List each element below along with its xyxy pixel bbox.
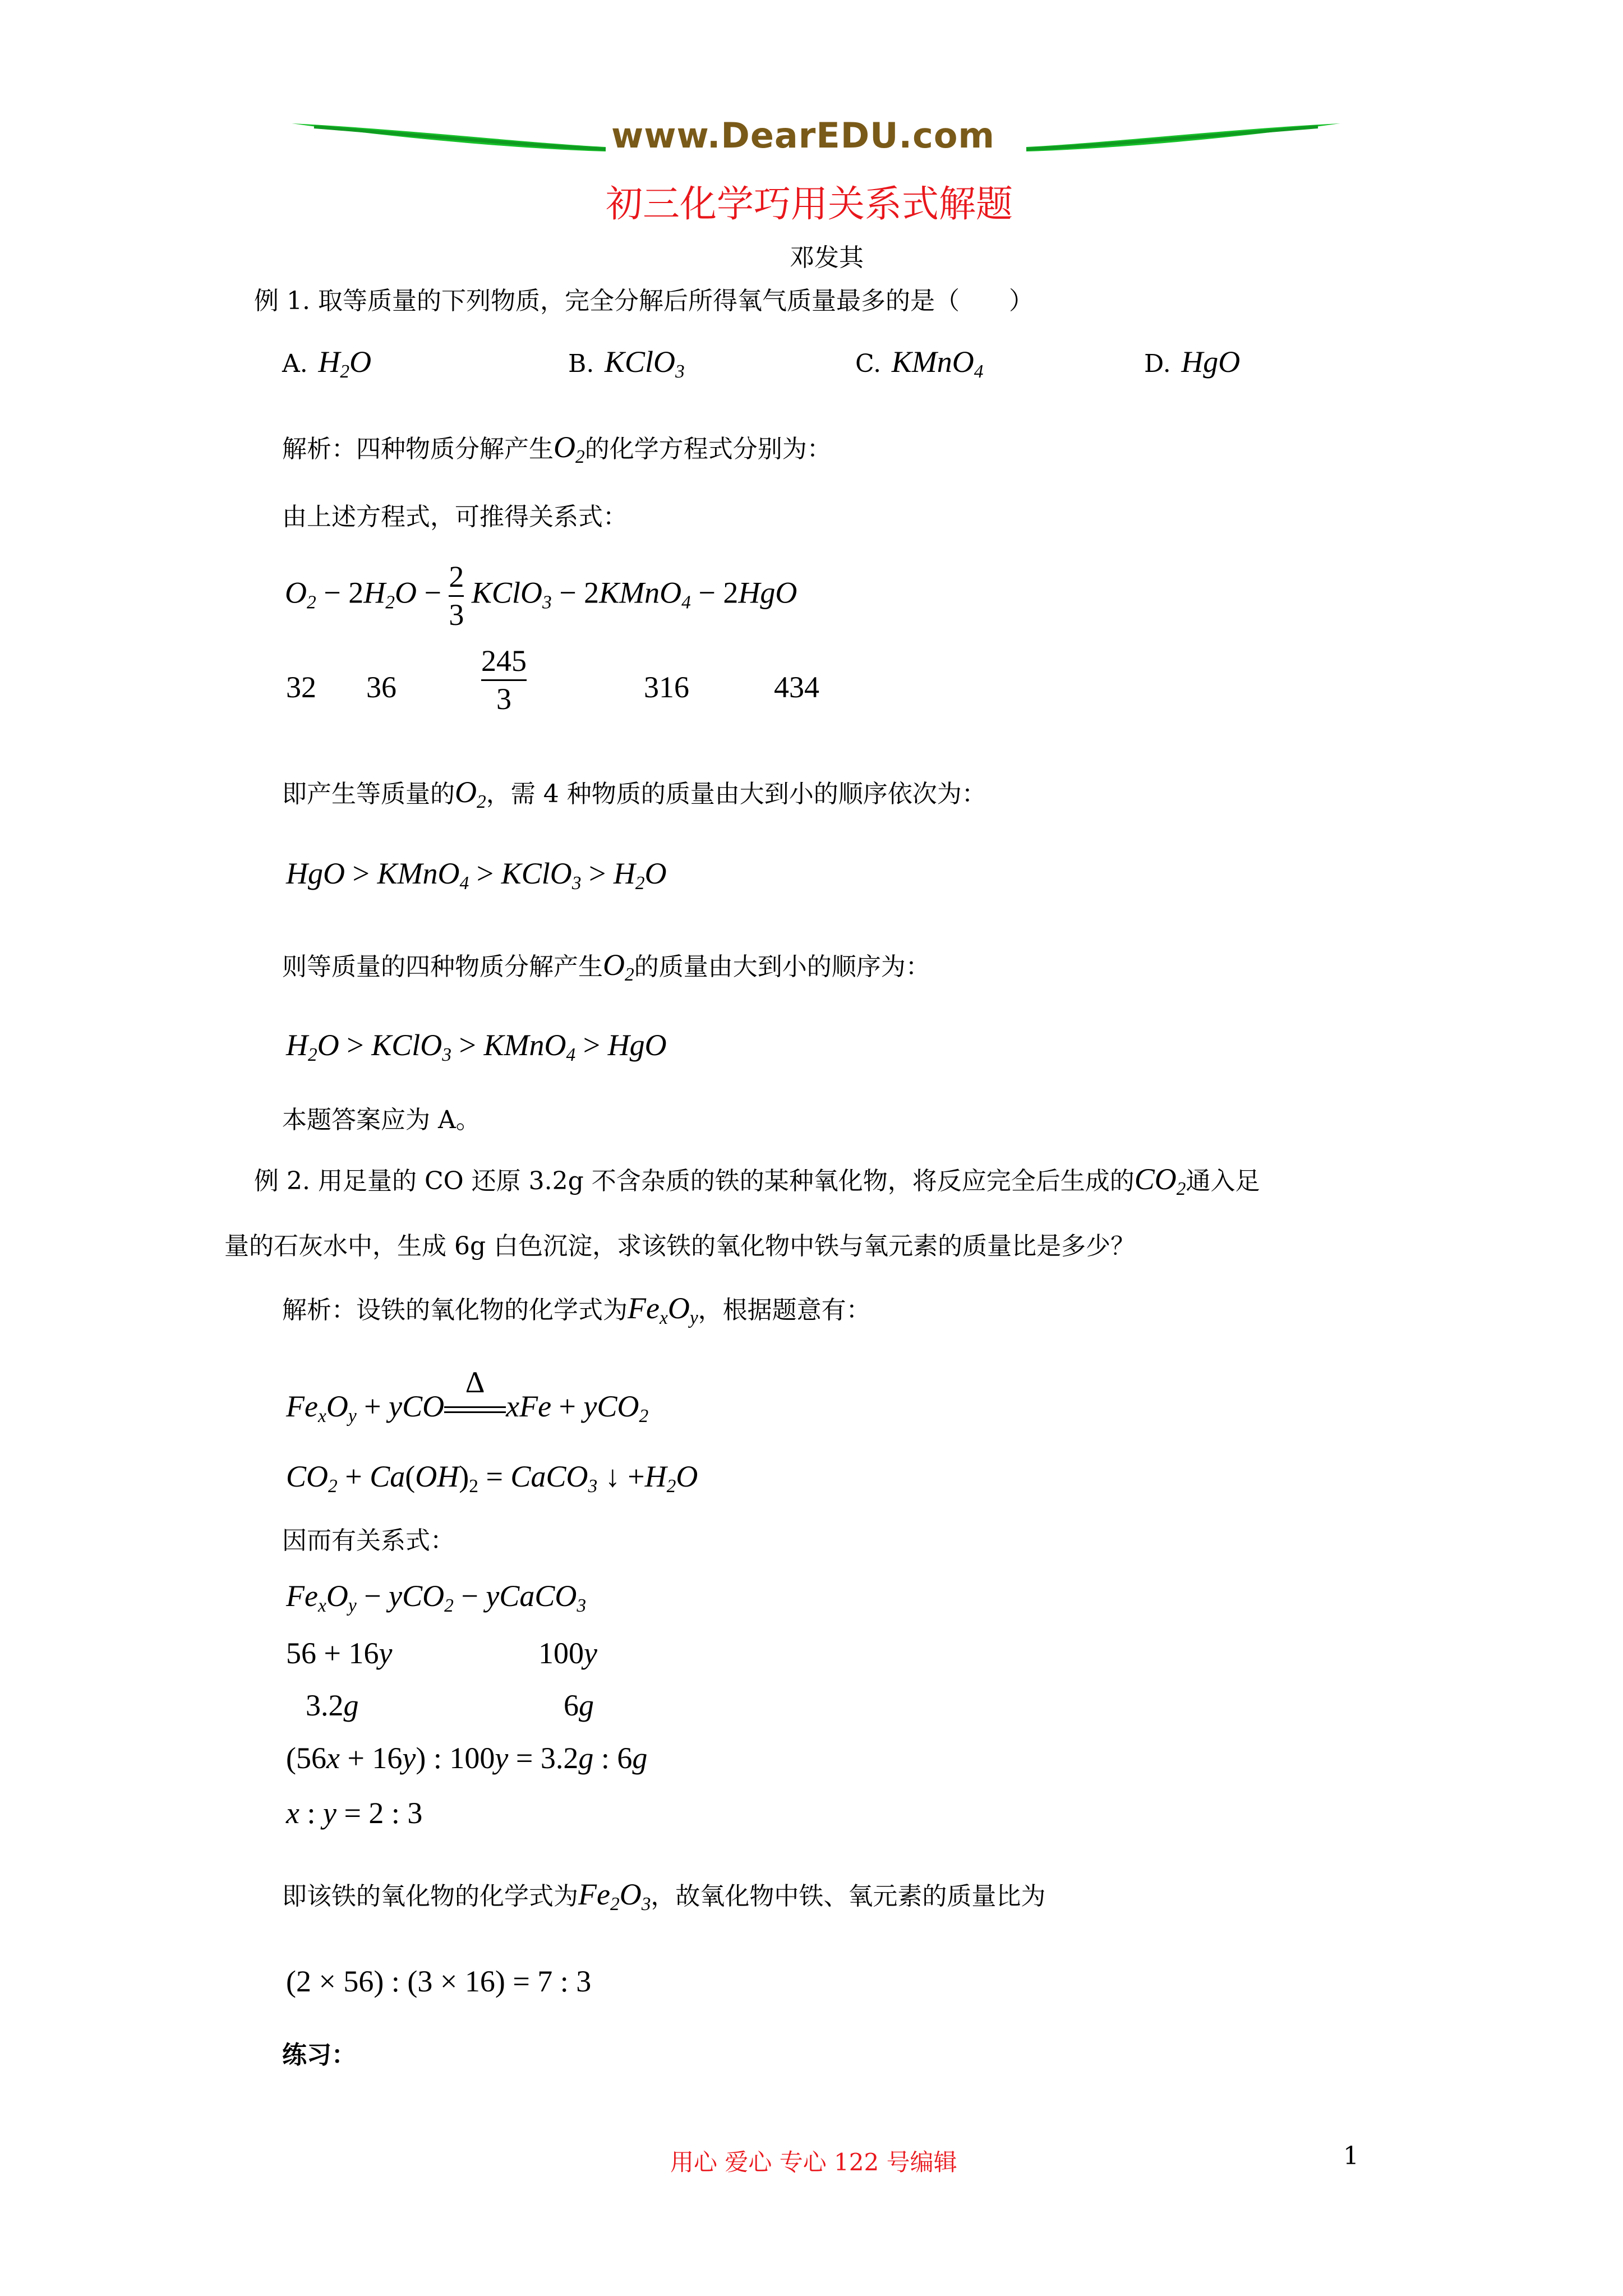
formula-fe2o3: $Fe_2O_3$	[578, 1878, 651, 1915]
ex2-hence: 因而有关系式：	[282, 1526, 455, 1555]
formula-o2: $O_2$	[603, 948, 634, 986]
reaction-reduction: $Fe_xO_y$ + yCO Δ xFe + yCO$_2$	[286, 1365, 649, 1427]
ex2-conclusion-b: ，故氧化物中铁、氧元素的质量比为	[651, 1882, 1046, 1911]
rel-mass-caco3: 100y	[538, 1636, 597, 1670]
formula-co2: $CO_2$	[1134, 1162, 1186, 1200]
given-mass-oxide: 3.2g	[306, 1688, 359, 1722]
ex2-conclusion	[282, 1879, 1045, 1914]
option-c-label: C.	[855, 349, 882, 378]
need-text-a: 即产生等质量的	[282, 780, 455, 808]
option-a-label: A.	[282, 349, 308, 378]
formula-hgo: HgO	[1173, 345, 1241, 379]
formula-kclo3: KClO$_3$	[597, 345, 685, 383]
mass-36: 36	[366, 670, 396, 704]
author: 邓发其	[790, 243, 864, 272]
order-by-need: HgO > KMnO$_4$ > KClO$_3$ > $H_2O$	[286, 857, 667, 894]
ex1-analysis-text: 解析：四种物质分解产生	[282, 435, 554, 463]
option-a	[282, 347, 371, 381]
ex2-question-line2: 量的石灰水中，生成 6g 白色沉淀，求该铁的氧化物中铁与氧元素的质量比是多少？	[224, 1232, 1136, 1260]
order-by-yield: $H_2O$ > KClO$_3$ > KMnO$_4$ > HgO	[286, 1028, 667, 1066]
ex1-derive: 由上述方程式，可推得关系式：	[282, 503, 628, 531]
final-mass-ratio: (2 × 56) : (3 × 16) = 7 : 3	[286, 1964, 592, 1998]
footer-credit: 用心 爱心 专心 122 号编辑	[670, 2148, 957, 2176]
ex2-question-line1	[254, 1164, 1260, 1199]
ex1-question: 例 1. 取等质量的下列物质，完全分解后所得氧气质量最多的是（ ）	[254, 287, 1034, 315]
option-b-label: B.	[568, 349, 594, 378]
page-number: 1	[1343, 2142, 1359, 2170]
mass-316: 316	[644, 670, 689, 704]
rel-mass-oxide: 56 + 16y	[286, 1636, 393, 1670]
ex1-analysis-text-tail: 的化学方程式分别为：	[584, 435, 832, 463]
relation-formula-1: $O_2 - 2H_2O$ − $\frac{2}{3}$ KClO$_3$ − 2KMnO$_4$ − 2HgO	[285, 560, 797, 632]
proportion-equation: (56x + 16y) : 100y = 3.2g : 6g	[286, 1741, 648, 1775]
option-d-label: D.	[1144, 349, 1171, 378]
ex2-analysis	[282, 1293, 871, 1328]
ex2-conclusion-a: 即该铁的氧化物的化学式为	[282, 1882, 578, 1911]
then-text-b: 的质量由大到小的顺序为：	[634, 953, 930, 981]
formula-o2: $O_2$	[554, 430, 585, 468]
ex2-q-b: 通入足	[1186, 1167, 1260, 1195]
ratio-xy: x : y = 2 : 3	[286, 1796, 423, 1830]
formula-o2: $O_2$	[455, 775, 486, 813]
ex2-analysis-a: 解析：设铁的氧化物的化学式为	[282, 1296, 628, 1324]
then-text-a: 则等质量的四种物质分解产生	[282, 953, 603, 981]
delta-heat-symbol: Δ	[465, 1365, 485, 1399]
coef-fraction: $\frac{2}{3}$	[449, 560, 464, 632]
ex2-q-a: 例 2. 用足量的 CO 还原 3.2g 不含杂质的铁的某种氧化物，将反应完全后生成的	[254, 1167, 1135, 1195]
option-d	[1144, 347, 1240, 377]
ex1-need-line	[282, 777, 986, 812]
ex1-then-line	[282, 950, 930, 984]
practice-heading: 练习：	[282, 2041, 356, 2069]
option-b	[568, 347, 685, 381]
relation-formula-2: $Fe_xO_y - yCO_2$ − yCaCO$_3$	[286, 1579, 587, 1617]
ex2-analysis-b: ，根据题意有：	[698, 1296, 871, 1324]
mass-32: 32	[286, 670, 316, 704]
formula-h2o: $H_2O$	[310, 345, 372, 383]
given-mass-precipitate: 6g	[564, 1688, 594, 1722]
site-logo-text: www.DearEDU.com	[611, 115, 995, 156]
need-text-b: ，需 4 种物质的质量由大到小的顺序依次为：	[486, 780, 986, 808]
reaction-limewater: $CO_2 + Ca(OH)_2$ = CaCO$_3$ ↓ $+H_2O$	[286, 1460, 698, 1497]
mass-245-3: $\frac{245}{3}$	[481, 644, 527, 716]
ex1-analysis	[282, 432, 832, 467]
formula-kmno4: KMnO$_4$	[884, 345, 984, 383]
mass-434: 434	[774, 670, 819, 704]
ex1-answer: 本题答案应为 A。	[282, 1106, 481, 1134]
page-title: 初三化学巧用关系式解题	[606, 182, 1013, 226]
option-c	[855, 347, 983, 381]
formula-fexoy: $Fe_xO_y$	[628, 1291, 698, 1329]
